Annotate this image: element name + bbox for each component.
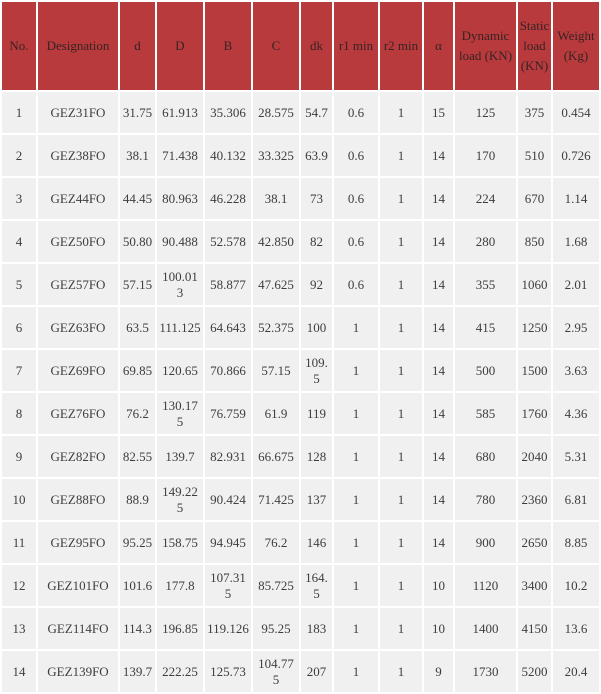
cell: 47.625 bbox=[253, 264, 299, 305]
cell: 0.726 bbox=[553, 135, 599, 176]
cell: 92 bbox=[301, 264, 332, 305]
cell: 170 bbox=[455, 135, 516, 176]
table-row bbox=[2, 178, 599, 219]
cell: 14 bbox=[424, 436, 453, 477]
cell: 1 bbox=[334, 522, 378, 563]
cell: 2360 bbox=[518, 479, 551, 520]
cell: 100.013 bbox=[157, 264, 203, 305]
cell: GEZ95FO bbox=[38, 522, 118, 563]
cell: 76.2 bbox=[253, 522, 299, 563]
cell: GEZ88FO bbox=[38, 479, 118, 520]
cell: 1 bbox=[380, 479, 422, 520]
cell: 125 bbox=[455, 92, 516, 133]
cell: 70.866 bbox=[205, 350, 251, 391]
column-header: D bbox=[157, 2, 203, 90]
cell: 1 bbox=[380, 350, 422, 391]
cell: 9 bbox=[2, 436, 36, 477]
cell: 14 bbox=[424, 221, 453, 262]
table-row bbox=[2, 479, 599, 520]
cell: 63.5 bbox=[120, 307, 155, 348]
cell: 120.65 bbox=[157, 350, 203, 391]
cell: GEZ63FO bbox=[38, 307, 118, 348]
cell: 44.45 bbox=[120, 178, 155, 219]
cell: 13 bbox=[2, 608, 36, 649]
cell: 415 bbox=[455, 307, 516, 348]
cell: 95.25 bbox=[253, 608, 299, 649]
cell: 1 bbox=[380, 651, 422, 692]
cell: 158.75 bbox=[157, 522, 203, 563]
cell: 14 bbox=[424, 479, 453, 520]
cell: 680 bbox=[455, 436, 516, 477]
table-row bbox=[2, 651, 599, 692]
cell: 1 bbox=[380, 135, 422, 176]
table-row bbox=[2, 436, 599, 477]
cell: 183 bbox=[301, 608, 332, 649]
cell: 1 bbox=[380, 221, 422, 262]
cell: 64.643 bbox=[205, 307, 251, 348]
header-row bbox=[2, 2, 599, 90]
cell: 100 bbox=[301, 307, 332, 348]
cell: 111.125 bbox=[157, 307, 203, 348]
cell: 0.6 bbox=[334, 264, 378, 305]
cell: 0.6 bbox=[334, 92, 378, 133]
cell: 164.5 bbox=[301, 565, 332, 606]
cell: 222.25 bbox=[157, 651, 203, 692]
cell: 95.25 bbox=[120, 522, 155, 563]
cell: 1 bbox=[334, 565, 378, 606]
cell: 375 bbox=[518, 92, 551, 133]
cell: 42.850 bbox=[253, 221, 299, 262]
cell: GEZ38FO bbox=[38, 135, 118, 176]
cell: 63.9 bbox=[301, 135, 332, 176]
cell: 14 bbox=[2, 651, 36, 692]
cell: 109.5 bbox=[301, 350, 332, 391]
cell: 1 bbox=[380, 92, 422, 133]
cell: 125.73 bbox=[205, 651, 251, 692]
cell: 1 bbox=[380, 393, 422, 434]
column-header: No. bbox=[2, 2, 36, 90]
cell: 14 bbox=[424, 135, 453, 176]
cell: 1 bbox=[334, 307, 378, 348]
cell: 10 bbox=[2, 479, 36, 520]
cell: 76.2 bbox=[120, 393, 155, 434]
cell: 280 bbox=[455, 221, 516, 262]
cell: 2.95 bbox=[553, 307, 599, 348]
cell: 8 bbox=[2, 393, 36, 434]
cell: 28.575 bbox=[253, 92, 299, 133]
cell: 82 bbox=[301, 221, 332, 262]
cell: 1060 bbox=[518, 264, 551, 305]
cell: 146 bbox=[301, 522, 332, 563]
cell: 1 bbox=[380, 522, 422, 563]
cell: 139.7 bbox=[120, 651, 155, 692]
cell: 1500 bbox=[518, 350, 551, 391]
column-header: α bbox=[424, 2, 453, 90]
cell: 128 bbox=[301, 436, 332, 477]
cell: 57.15 bbox=[120, 264, 155, 305]
cell: 14 bbox=[424, 264, 453, 305]
cell: 66.675 bbox=[253, 436, 299, 477]
cell: 1400 bbox=[455, 608, 516, 649]
cell: 137 bbox=[301, 479, 332, 520]
cell: 57.15 bbox=[253, 350, 299, 391]
cell: 2650 bbox=[518, 522, 551, 563]
table-row bbox=[2, 221, 599, 262]
cell: GEZ44FO bbox=[38, 178, 118, 219]
cell: 8.85 bbox=[553, 522, 599, 563]
cell: 40.132 bbox=[205, 135, 251, 176]
cell: 33.325 bbox=[253, 135, 299, 176]
column-header: d bbox=[120, 2, 155, 90]
cell: 500 bbox=[455, 350, 516, 391]
cell: 0.6 bbox=[334, 135, 378, 176]
cell: 71.438 bbox=[157, 135, 203, 176]
cell: GEZ114FO bbox=[38, 608, 118, 649]
cell: 88.9 bbox=[120, 479, 155, 520]
cell: 149.225 bbox=[157, 479, 203, 520]
cell: 900 bbox=[455, 522, 516, 563]
cell: 0.454 bbox=[553, 92, 599, 133]
cell: 54.7 bbox=[301, 92, 332, 133]
table-row bbox=[2, 522, 599, 563]
column-header: B bbox=[205, 2, 251, 90]
cell: 61.913 bbox=[157, 92, 203, 133]
cell: 38.1 bbox=[120, 135, 155, 176]
cell: 1.14 bbox=[553, 178, 599, 219]
cell: 114.3 bbox=[120, 608, 155, 649]
cell: 104.775 bbox=[253, 651, 299, 692]
cell: 177.8 bbox=[157, 565, 203, 606]
cell: 71.425 bbox=[253, 479, 299, 520]
cell: 90.488 bbox=[157, 221, 203, 262]
cell: 224 bbox=[455, 178, 516, 219]
cell: 1 bbox=[334, 393, 378, 434]
cell: GEZ69FO bbox=[38, 350, 118, 391]
cell: 119.126 bbox=[205, 608, 251, 649]
cell: 46.228 bbox=[205, 178, 251, 219]
cell: 1 bbox=[380, 608, 422, 649]
cell: 670 bbox=[518, 178, 551, 219]
cell: 5 bbox=[2, 264, 36, 305]
cell: 780 bbox=[455, 479, 516, 520]
cell: 130.175 bbox=[157, 393, 203, 434]
cell: 1 bbox=[2, 92, 36, 133]
cell: 69.85 bbox=[120, 350, 155, 391]
cell: 4 bbox=[2, 221, 36, 262]
cell: 1250 bbox=[518, 307, 551, 348]
cell: 1 bbox=[380, 264, 422, 305]
cell: 2.01 bbox=[553, 264, 599, 305]
cell: 82.931 bbox=[205, 436, 251, 477]
cell: 3 bbox=[2, 178, 36, 219]
column-header: Static load (KN) bbox=[518, 2, 551, 90]
cell: GEZ31FO bbox=[38, 92, 118, 133]
cell: 14 bbox=[424, 178, 453, 219]
cell: 85.725 bbox=[253, 565, 299, 606]
table-row bbox=[2, 307, 599, 348]
table-row bbox=[2, 264, 599, 305]
cell: 1 bbox=[334, 350, 378, 391]
cell: 94.945 bbox=[205, 522, 251, 563]
cell: 1 bbox=[334, 608, 378, 649]
cell: 80.963 bbox=[157, 178, 203, 219]
cell: 13.6 bbox=[553, 608, 599, 649]
table-row bbox=[2, 393, 599, 434]
cell: 10 bbox=[424, 608, 453, 649]
cell: 1 bbox=[380, 436, 422, 477]
cell: 14 bbox=[424, 393, 453, 434]
cell: 139.7 bbox=[157, 436, 203, 477]
cell: 107.315 bbox=[205, 565, 251, 606]
cell: 119 bbox=[301, 393, 332, 434]
cell: 850 bbox=[518, 221, 551, 262]
table-row bbox=[2, 92, 599, 133]
cell: 196.85 bbox=[157, 608, 203, 649]
cell: 585 bbox=[455, 393, 516, 434]
cell: 50.80 bbox=[120, 221, 155, 262]
cell: 5200 bbox=[518, 651, 551, 692]
cell: 31.75 bbox=[120, 92, 155, 133]
cell: GEZ139FO bbox=[38, 651, 118, 692]
cell: 510 bbox=[518, 135, 551, 176]
cell: 1760 bbox=[518, 393, 551, 434]
cell: 6 bbox=[2, 307, 36, 348]
cell: 61.9 bbox=[253, 393, 299, 434]
cell: 11 bbox=[2, 522, 36, 563]
cell: 9 bbox=[424, 651, 453, 692]
cell: GEZ50FO bbox=[38, 221, 118, 262]
column-header: Designation bbox=[38, 2, 118, 90]
table-row bbox=[2, 608, 599, 649]
cell: 15 bbox=[424, 92, 453, 133]
cell: 7 bbox=[2, 350, 36, 391]
cell: 101.6 bbox=[120, 565, 155, 606]
cell: 10 bbox=[424, 565, 453, 606]
column-header: Weight (Kg) bbox=[553, 2, 599, 90]
column-header: dk bbox=[301, 2, 332, 90]
table-row bbox=[2, 135, 599, 176]
cell: 76.759 bbox=[205, 393, 251, 434]
cell: 14 bbox=[424, 307, 453, 348]
column-header: Dynamic load (KN) bbox=[455, 2, 516, 90]
cell: 0.6 bbox=[334, 221, 378, 262]
column-header: r2 min bbox=[380, 2, 422, 90]
table-body bbox=[2, 92, 599, 692]
cell: 20.4 bbox=[553, 651, 599, 692]
cell: GEZ82FO bbox=[38, 436, 118, 477]
cell: 90.424 bbox=[205, 479, 251, 520]
cell: 52.375 bbox=[253, 307, 299, 348]
cell: 52.578 bbox=[205, 221, 251, 262]
cell: 82.55 bbox=[120, 436, 155, 477]
cell: 14 bbox=[424, 350, 453, 391]
cell: 35.306 bbox=[205, 92, 251, 133]
cell: 2040 bbox=[518, 436, 551, 477]
cell: 1 bbox=[334, 479, 378, 520]
cell: 1120 bbox=[455, 565, 516, 606]
cell: 1 bbox=[380, 307, 422, 348]
column-header: C bbox=[253, 2, 299, 90]
cell: 207 bbox=[301, 651, 332, 692]
cell: GEZ76FO bbox=[38, 393, 118, 434]
cell: 4.36 bbox=[553, 393, 599, 434]
cell: 73 bbox=[301, 178, 332, 219]
cell: 58.877 bbox=[205, 264, 251, 305]
cell: 5.31 bbox=[553, 436, 599, 477]
cell: 2 bbox=[2, 135, 36, 176]
cell: 1.68 bbox=[553, 221, 599, 262]
cell: 38.1 bbox=[253, 178, 299, 219]
column-header: r1 min bbox=[334, 2, 378, 90]
cell: 6.81 bbox=[553, 479, 599, 520]
cell: 1 bbox=[334, 651, 378, 692]
cell: 1 bbox=[380, 178, 422, 219]
cell: 3400 bbox=[518, 565, 551, 606]
cell: GEZ57FO bbox=[38, 264, 118, 305]
cell: 10.2 bbox=[553, 565, 599, 606]
cell: 14 bbox=[424, 522, 453, 563]
cell: 1 bbox=[334, 436, 378, 477]
cell: 0.6 bbox=[334, 178, 378, 219]
table-row bbox=[2, 565, 599, 606]
cell: 1730 bbox=[455, 651, 516, 692]
cell: 4150 bbox=[518, 608, 551, 649]
table-row bbox=[2, 350, 599, 391]
cell: GEZ101FO bbox=[38, 565, 118, 606]
cell: 12 bbox=[2, 565, 36, 606]
cell: 3.63 bbox=[553, 350, 599, 391]
cell: 1 bbox=[380, 565, 422, 606]
cell: 355 bbox=[455, 264, 516, 305]
